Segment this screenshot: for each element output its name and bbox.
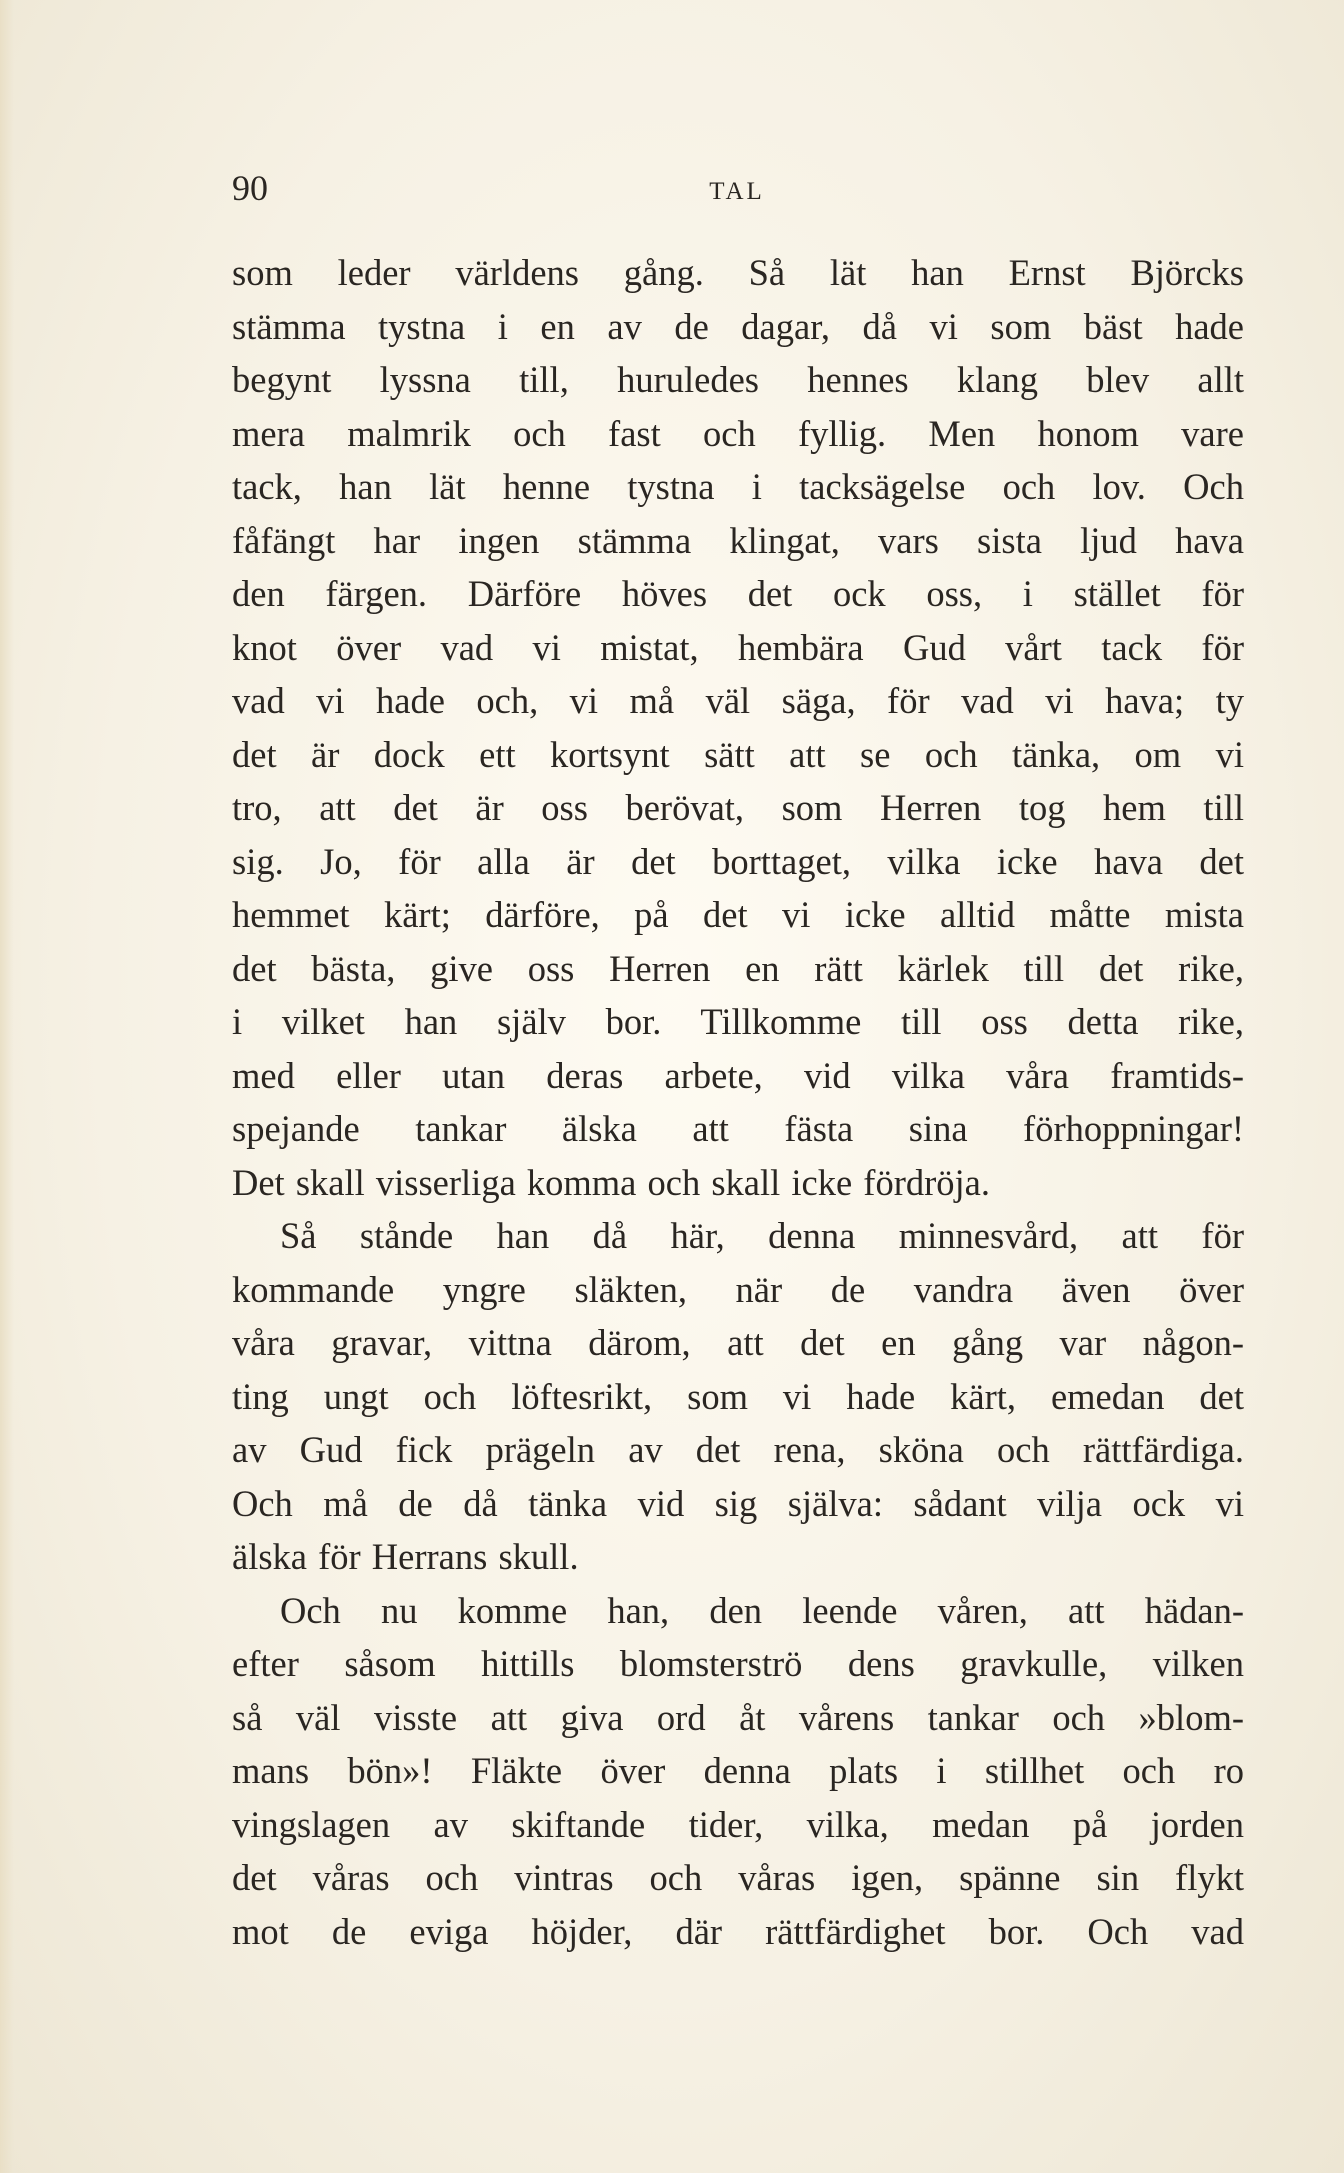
text-line: knot över vad vi mistat, hembära Gud vårt tack för xyxy=(232,626,1244,668)
text-line: det är dock ett kortsynt sätt att se och tänka, om vi xyxy=(232,733,1244,775)
text-line: vingslagen av skiftande tider, vilka, medan på jorden xyxy=(232,1803,1244,1845)
text-line: kommande yngre släkten, när de vandra även över xyxy=(232,1268,1244,1310)
text-line: med eller utan deras arbete, vid vilka våra framtids- xyxy=(232,1054,1244,1096)
text-line: som leder världens gång. Så lät han Ernst Björcks xyxy=(232,252,1244,293)
text-line: i vilket han själv bor. Tillkomme till oss detta rike, xyxy=(232,1001,1244,1042)
text-line: stämma tystna i en av de dagar, då vi som bäst hade xyxy=(232,305,1244,347)
text-line: vad vi hade och, vi må väl säga, för vad vi hava; ty xyxy=(232,680,1244,721)
text-line: ting ungt och löftesrikt, som vi hade kärt, emedan det xyxy=(232,1375,1244,1417)
text-line: fåfängt har ingen stämma klingat, vars sista ljud hava xyxy=(232,519,1244,561)
running-head: TAL xyxy=(709,178,765,205)
text-line: mera malmrik och fast och fyllig. Men honom vare xyxy=(232,412,1244,454)
text-line: så väl visste att giva ord åt vårens tankar och »blom- xyxy=(232,1696,1244,1738)
text-line: älska för Herrans skull. xyxy=(232,1536,579,1577)
page-edge-shadow xyxy=(0,0,14,2173)
text-line: av Gud fick prägeln av det rena, sköna och rättfärdiga. xyxy=(232,1429,1244,1470)
body-text xyxy=(232,246,1244,1958)
text-line: mot de eviga höjder, där rättfärdighet bor. Och vad xyxy=(232,1910,1244,1952)
page-header xyxy=(232,163,1242,213)
text-line: tro, att det är oss berövat, som Herren tog hem till xyxy=(232,787,1244,828)
text-line: spejande tankar älska att fästa sina förhoppningar! xyxy=(232,1108,1244,1149)
text-line: det bästa, give oss Herren en rätt kärlek till det rike, xyxy=(232,947,1244,989)
text-line: Och må de då tänka vid sig själva: sådant vilja ock vi xyxy=(232,1482,1244,1524)
text-line: efter såsom hittills blomsterströ dens gravkulle, vilken xyxy=(232,1643,1244,1684)
page-number: 90 xyxy=(232,168,268,208)
text-line: begynt lyssna till, huruledes hennes klang blev allt xyxy=(232,359,1244,400)
text-line: Det skall visserliga komma och skall icke fördröja. xyxy=(232,1161,990,1203)
text-line: Så stånde han då här, denna minnesvård, att för xyxy=(280,1215,1244,1256)
text-line: våra gravar, vittna därom, att det en gång var någon- xyxy=(232,1322,1244,1363)
text-line: tack, han lät henne tystna i tacksägelse och lov. Och xyxy=(232,466,1244,507)
text-line: Och nu komme han, den leende våren, att hädan- xyxy=(280,1589,1244,1631)
text-line: sig. Jo, för alla är det borttaget, vilka icke hava det xyxy=(232,840,1244,882)
text-line: det våras och vintras och våras igen, spänne sin flykt xyxy=(232,1857,1244,1898)
text-line: den färgen. Därföre höves det ock oss, i stället för xyxy=(232,573,1244,614)
text-line: mans bön»! Fläkte över denna plats i stillhet och ro xyxy=(232,1750,1244,1791)
text-line: hemmet kärt; därföre, på det vi icke alltid måtte mista xyxy=(232,894,1244,935)
